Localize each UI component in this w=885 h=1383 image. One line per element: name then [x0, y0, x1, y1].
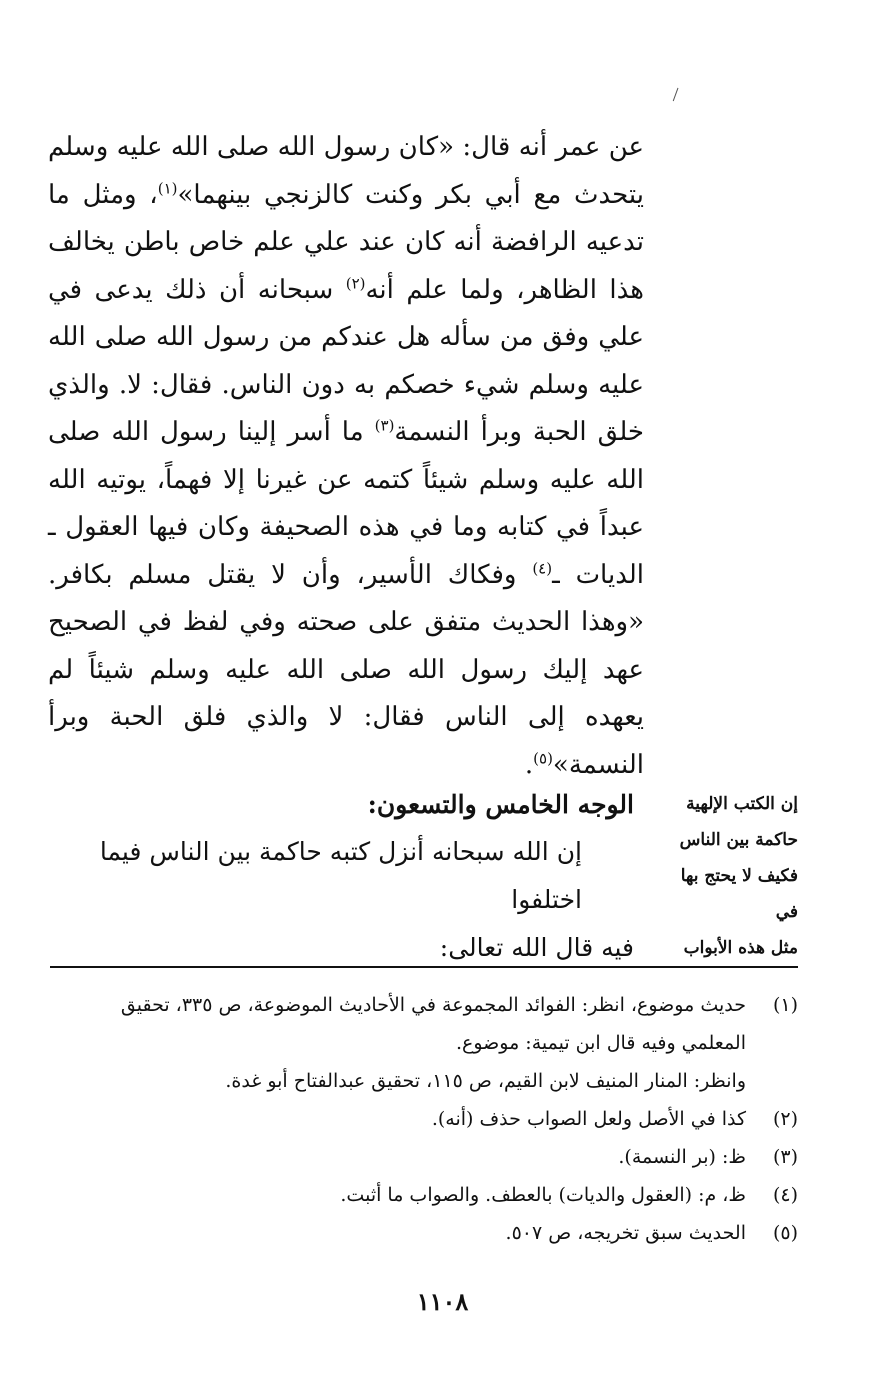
section-body-line: إن الله سبحانه أنزل كتبه حاكمة بين الناس فيما اختلفوا: [99, 837, 582, 914]
margin-note-line: إن الكتب الإلهية: [686, 794, 798, 814]
main-paragraph: [48, 124, 644, 789]
footnote-ref-1: (١): [157, 178, 178, 197]
footnote-text: حديث موضوع، انظر: الفوائد المجموعة في الأحاديث الموضوعة، ص ٣٣٥، تحقيق: [120, 994, 746, 1016]
margin-note-line: فكيف لا يحتج بها في: [680, 866, 798, 922]
section-95: [48, 784, 798, 962]
text-segment: ، ومثل ما تدعيه الرافضة أنه كان عند علي علم خاص باطن يخالف هذا الظاهر، ولما علم أنه: [48, 179, 644, 305]
footnote-1-continuation: المعلمي وفيه قال ابن تيمية: موضوع.: [455, 1032, 746, 1054]
footnote-divider: [50, 966, 798, 968]
text-segment: سبحانه أن ذلك يدعى في علي وفق من سأله هل عندكم من رسول الله صلى الله عليه وسلم شيء خصكم به دون الناس. فقال: لا. والذي خلق الحبة وبرأ النسمة: [48, 274, 644, 447]
footnote-text: كذا في الأصل ولعل الصواب حذف (أنه).: [431, 1108, 746, 1130]
footnote-number: (٢): [772, 1108, 798, 1130]
footnote-number: (١): [772, 994, 798, 1016]
footnote-4: [50, 1176, 798, 1214]
footnote-number: (٤): [772, 1184, 798, 1206]
footnote-text: ظ، م: (العقول والديات) بالعطف. والصواب ما أثبت.: [340, 1184, 746, 1206]
footnote-3: [50, 1138, 798, 1176]
section-body-line: فيه قال الله تعالى:: [439, 933, 634, 962]
text-segment: وفكاك الأسير، وأن لا يقتل مسلم بكافر. «وهذا الحديث متفق على صحته وفي لفظ في الصحيح عهد إليك رسول الله صلى الله عليه وسلم شيئاً لم يعهده إلى الناس فقال: لا والذي فلق الحبة وبرأ النسمة»: [48, 559, 644, 780]
footnote-1: [50, 986, 798, 1024]
section-body: [48, 828, 634, 972]
footnote-2: [50, 1100, 798, 1138]
corner-mark: [673, 88, 682, 103]
footnote-5: [50, 1214, 798, 1252]
footnote-ref-5: (٥): [533, 748, 553, 767]
text-segment: ما أسر إلينا رسول الله صلى الله عليه وسلم شيئاً كتمه عن غيرنا إلا فهماً، يوتيه الله عبداً في كتابه وما في هذه الصحيفة وكان فيها العقول ـ الديات ـ: [48, 417, 644, 590]
footnote-text: الحديث سبق تخريجه، ص ٥٠٧.: [505, 1222, 746, 1244]
footnotes: [50, 986, 798, 1252]
page-number: ١١٠٨: [416, 1287, 469, 1316]
footnote-text: ظ: (بر النسمة).: [618, 1146, 746, 1168]
footnote-number: (٣): [772, 1146, 798, 1168]
margin-note-line: حاكمة بين الناس: [679, 830, 798, 850]
footnote-1-continuation: وانظر: المنار المنيف لابن القيم، ص ١١٥، تحقيق عبدالفتاح أبو غدة.: [225, 1070, 746, 1092]
footnote-ref-2: (٢): [345, 273, 366, 292]
footnote-ref-3: (٣): [374, 416, 395, 435]
text-segment: عن عمر أنه قال: «كان رسول الله صلى الله عليه وسلم يتحدث مع أبي بكر وكنت كالزنجي بينهما»: [48, 132, 644, 210]
margin-note: [658, 786, 798, 966]
footnote-ref-4: (٤): [532, 558, 553, 577]
text-segment: .: [524, 749, 534, 780]
margin-note-line: مثل هذه الأبواب: [683, 938, 798, 958]
section-heading: الوجه الخامس والتسعون:: [367, 790, 634, 819]
footnote-number: (٥): [772, 1222, 798, 1244]
